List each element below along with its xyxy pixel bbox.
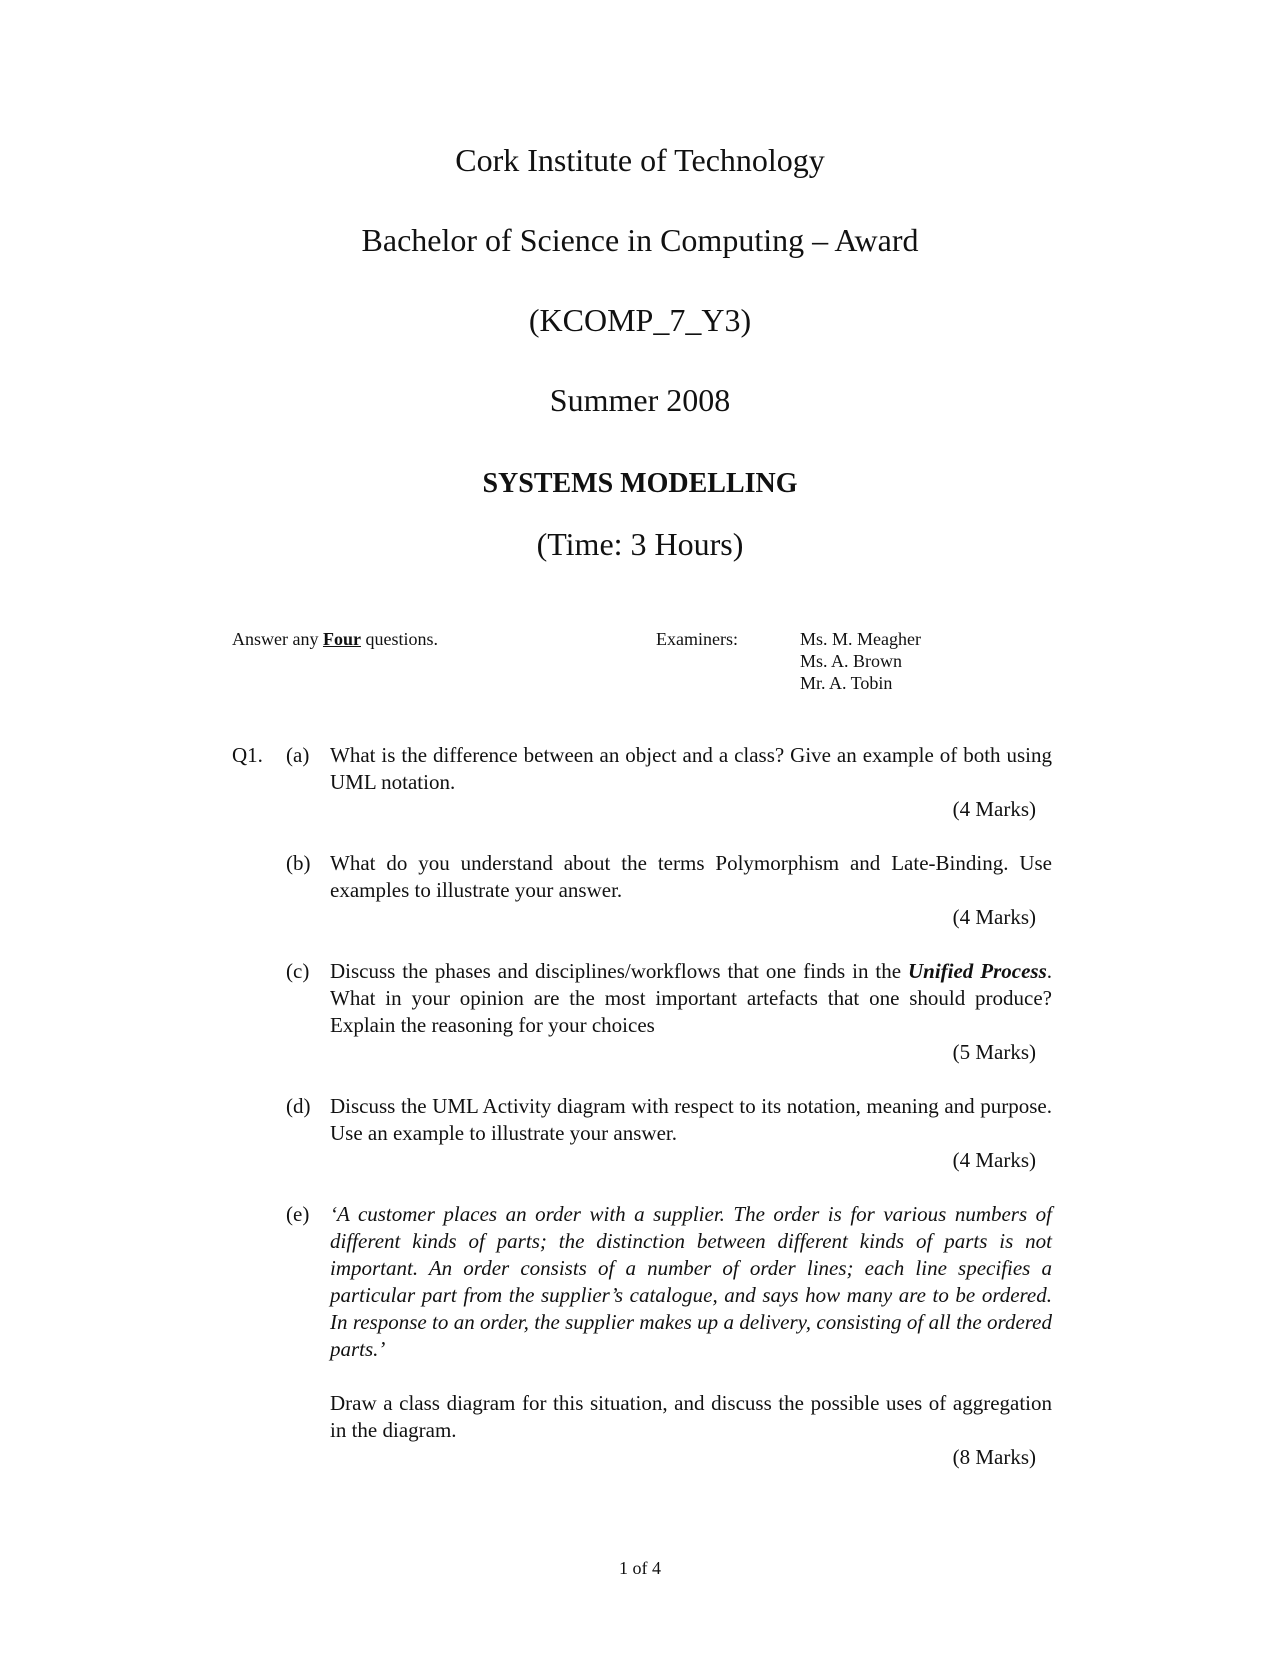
question-number: Q1.: [232, 743, 263, 767]
programme-title: Bachelor of Science in Computing – Award: [361, 222, 919, 258]
examiners-label: Examiners:: [656, 629, 738, 649]
answer-instruction-prefix: Answer any: [232, 629, 323, 649]
exam-session: Summer 2008: [549, 382, 731, 418]
part-body: [330, 742, 1052, 823]
answer-count-emphasis: Four: [322, 629, 361, 649]
part-marks: (4 Marks): [952, 1148, 1036, 1172]
examiners-list: [800, 628, 921, 694]
answer-instruction-suffix: questions.: [360, 629, 438, 649]
scenario-quote: ‘A customer places an order with a supplier. The order is for various numbers of different kinds of parts; the distinction between different kinds of parts is not important. An order consists of a number of order lines; each line specifies a particular part from the supplier’s catalogue, and says how many are to be ordered. In response to an order, the supplier makes up a delivery, consisting of all the ordered parts.’: [330, 1202, 1052, 1361]
examiner-name: Ms. A. Brown: [800, 651, 903, 671]
examiner-name: Mr. A. Tobin: [800, 673, 893, 693]
part-text-before: Discuss the phases and disciplines/workflows that one finds in the: [330, 959, 908, 983]
part-label: (b): [286, 851, 311, 875]
answer-instruction: [232, 628, 438, 650]
page-number: 1 of 4: [619, 1558, 661, 1578]
part-label: (d): [286, 1094, 311, 1118]
part-question-text: Draw a class diagram for this situation, and discuss the possible uses of aggregation in the diagram.: [330, 1391, 1052, 1442]
exam-duration: (Time: 3 Hours): [536, 526, 744, 562]
course-code: (KCOMP_7_Y3): [528, 302, 752, 338]
part-question-text: Discuss the UML Activity diagram with respect to its notation, meaning and purpose. Use an example to illustrate your answer.: [330, 1094, 1052, 1145]
part-body: [330, 1093, 1052, 1174]
part-marks: (5 Marks): [952, 1040, 1036, 1064]
institution-title: Cork Institute of Technology: [455, 142, 825, 178]
part-label: (e): [286, 1202, 310, 1226]
part-body: [330, 850, 1052, 931]
part-question-text: [330, 958, 1052, 1039]
part-marks: (8 Marks): [952, 1445, 1036, 1469]
part-marks: (4 Marks): [952, 797, 1036, 821]
part-text-after: . What in your opinion are the most important artefacts that one should produce? Explain the reasoning for your choices: [330, 959, 1052, 1037]
subject-title: SYSTEMS MODELLING: [482, 468, 798, 499]
part-body: [330, 958, 1052, 1066]
part-body: [330, 1201, 1052, 1471]
part-label: (c): [286, 959, 310, 983]
unified-process-emphasis: Unified Process: [907, 959, 1047, 983]
exam-instructions-row: [232, 628, 1052, 708]
part-marks: (4 Marks): [952, 905, 1036, 929]
part-label: (a): [286, 743, 310, 767]
examiner-name: Ms. M. Meagher: [800, 629, 921, 649]
part-question-text: What do you understand about the terms Polymorphism and Late-Binding. Use examples to illustrate your answer.: [330, 851, 1052, 902]
part-question-text: What is the difference between an object and a class? Give an example of both using UML notation.: [330, 743, 1052, 794]
